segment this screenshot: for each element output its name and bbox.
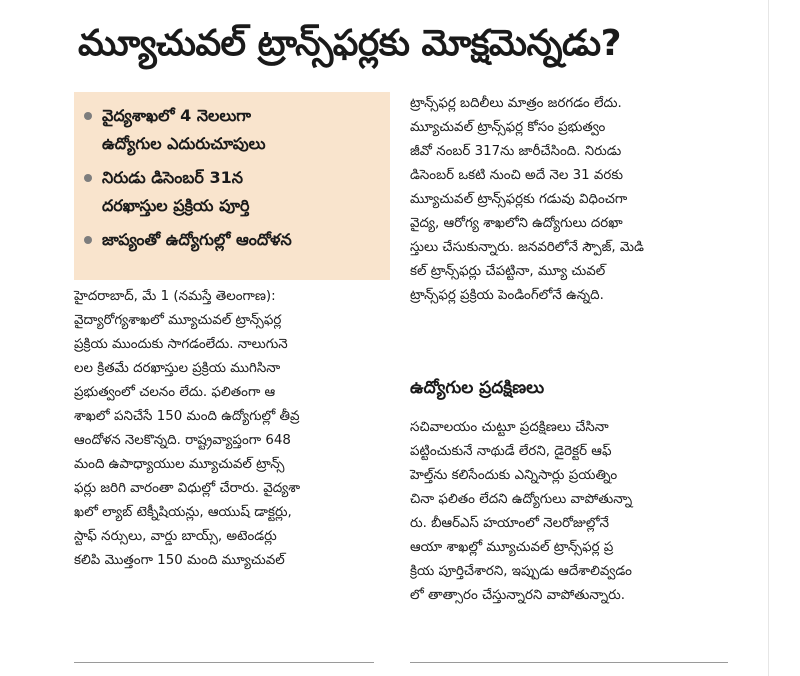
body-line: మ్యూచువల్ ట్రాన్స్‌ఫర్లకు గడువు విధించగా: [410, 192, 628, 207]
body-line: రు. బీఆర్‌ఎస్ హయాంలో నెలరోజుల్లోనే: [410, 516, 610, 531]
adjacent-column-edge: [768, 0, 800, 676]
column-divider: [410, 662, 728, 663]
body-line: హెల్త్‌ను కలిసేందుకు ఎన్నిసార్లు ప్రయత్నిం: [410, 468, 618, 483]
body-line: శాఖలో పనిచేసే 150 మంది ఉద్యోగుల్లో తీవ్ర: [74, 409, 300, 424]
body-line: హైదరాబాద్, మే 1 (నమస్తే తెలంగాణ):: [74, 289, 276, 304]
body-line: లో తాత్సారం చేస్తున్నారని వాపోతున్నారు.: [410, 588, 625, 603]
body-line: ఆయా శాఖల్లో మ్యూచువల్ ట్రాన్స్‌ఫర్ల ప్ర: [410, 540, 614, 555]
highlights-box: [74, 92, 390, 280]
body-line: ట్రాన్స్‌ఫర్ల బదిలీలు మాత్రం జరగడం లేదు.: [410, 96, 622, 111]
body-line: ట్రాన్స్‌ఫర్ల ప్రక్రియ పెండింగ్‌లోనే ఉన్నది.: [410, 288, 604, 303]
body-line: ఫర్లు జరిగి వారంతా విధుల్లో చేరారు. వైద్యశా: [74, 481, 301, 496]
highlight-item: [84, 102, 384, 158]
body-line: వైద్య, ఆరోగ్య శాఖలోని ఉద్యోగులు దరఖా: [410, 216, 623, 231]
body-line: క్రియ పూర్తిచేశారని, ఇప్పుడు ఆదేశాలివ్వడం: [410, 564, 632, 579]
body-line: స్తులు చేసుకున్నారు. జనవరిలోనే స్పౌజ్, మెడి: [410, 240, 644, 255]
body-line: మ్యూచువల్ ట్రాన్స్‌ఫర్ల కోసం ప్రభుత్వం: [410, 120, 606, 135]
body-line: వైద్యారోగ్యశాఖలో మ్యూచువల్ ట్రాన్స్‌ఫర్ల: [74, 313, 282, 328]
body-line: పట్టించుకునే నాథుడే లేరని, డైరెక్టర్ ఆఫ్: [410, 444, 612, 459]
article-headline: మ్యూచువల్ ట్రాన్స్‌ఫర్లకు మోక్షమెన్నడు?: [78, 23, 621, 64]
article-body-left-column: [74, 285, 394, 573]
section-subheading: ఉద్యోగుల ప్రదక్షిణలు: [410, 378, 545, 398]
column-divider: [74, 662, 374, 663]
body-line: ప్రభుత్వంలో చలనం లేదు. ఫలితంగా ఆ: [74, 385, 276, 400]
highlight-text: నిరుడు డిసెంబర్ 31న దరఖాస్తుల ప్రక్రియ పూర్తి: [102, 168, 250, 215]
highlight-text: జాప్యంతో ఉద్యోగుల్లో ఆందోళన: [102, 230, 292, 249]
body-line: ఆందోళన నెలకొన్నది. రాష్ట్రవ్యాప్తంగా 648: [74, 433, 291, 448]
body-line: మంది ఉపాధ్యాయుల మ్యూచువల్ ట్రాన్స్: [74, 457, 285, 472]
article-body-right-column: [410, 92, 728, 308]
highlight-text: వైద్యశాఖలో 4 నెలలుగా ఉద్యోగుల ఎదురుచూపులు: [102, 106, 266, 153]
highlight-item: [84, 164, 384, 220]
body-line: జీవో నంబర్ 317ను జారీచేసింది. నిరుడు: [410, 144, 622, 159]
body-line: ఖలో ల్యాబ్ టెక్నీషియన్లు, ఆయుష్ డాక్టర్లు,: [74, 505, 292, 520]
body-line: కల్ ట్రాన్స్‌ఫర్లు చేపట్టినా, మ్యూ చువల్: [410, 264, 606, 279]
body-line: కలిపి మొత్తంగా 150 మంది మ్యూచువల్: [74, 553, 285, 568]
article-body-right-column-lower: [410, 416, 728, 608]
bullet-icon: [84, 112, 92, 120]
highlight-item: [84, 226, 384, 254]
body-line: లల క్రితమే దరఖాస్తుల ప్రక్రియ ముగిసినా: [74, 361, 281, 376]
bullet-icon: [84, 236, 92, 244]
body-line: డిసెంబర్ ఒకటి నుంచి అదే నెల 31 వరకు: [410, 168, 623, 183]
body-line: సచివాలయం చుట్టూ ప్రదక్షిణలు చేసినా: [410, 420, 609, 435]
body-line: ప్రక్రియ ముందుకు సాగడంలేదు. నాలుగునె: [74, 337, 288, 352]
bullet-icon: [84, 174, 92, 182]
body-line: చినా ఫలితం లేదని ఉద్యోగులు వాపోతున్నా: [410, 492, 633, 507]
body-line: స్టాఫ్ నర్సులు, వార్డు బాయ్స్, అటెండర్లు: [74, 529, 277, 544]
